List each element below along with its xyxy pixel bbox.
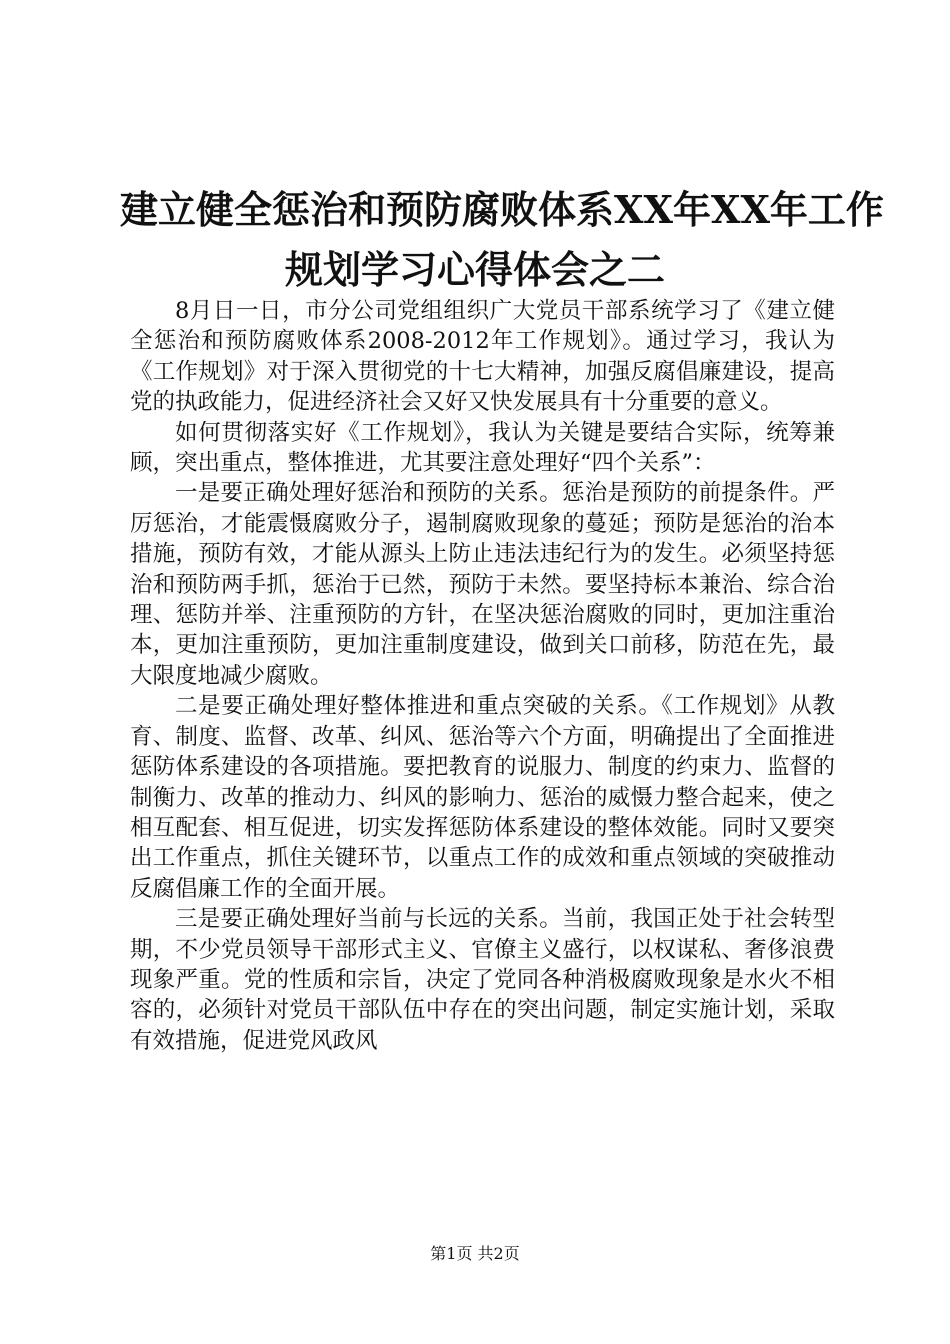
paragraph-four-relations: 如何贯彻落实好《工作规划》，我认为关键是要结合实际，统筹兼顾，突出重点，整体推进，尤其要注意处理好“四个关系”：	[130, 419, 835, 477]
document-title-line-1: 建立健全惩治和预防腐败体系XX年XX年工作	[120, 187, 884, 232]
paragraph-intro: 8月日一日，市分公司党组组织广大党员干部系统学习了《建立健全惩治和预防腐败体系2008-2012年工作规划》。通过学习，我认为《工作规划》对于深入贯彻党的十七大精神，加强反腐倡廉建设，提高党的执政能力，促进经济社会又好又快发展具有十分重要的意义。	[130, 298, 835, 416]
paragraph-relation-two: 二是要正确处理好整体推进和重点突破的关系。《工作规划》从教育、制度、监督、改革、纠风、惩治等六个方面，明确提出了全面推进惩防体系建设的各项措施。要把教育的说服力、制度的约束力、监督的制衡力、改革的推动力、纠风的影响力、惩治的威慑力整合起来，使之相互配套、相互促进，切实发挥惩防体系建设的整体效能。同时又要突出工作重点，抓住关键环节，以重点工作的成效和重点领域的突破推动反腐倡廉工作的全面开展。	[130, 693, 835, 902]
page-number-footer: 第1页 共2页	[430, 1244, 520, 1263]
paragraph-relation-one: 一是要正确处理好惩治和预防的关系。惩治是预防的前提条件。严厉惩治，才能震慑腐败分子，遏制腐败现象的蔓延；预防是惩治的治本措施，预防有效，才能从源头上防止违法违纪行为的发生。必须坚持惩治和预防两手抓，惩治于已然，预防于未然。要坚持标本兼治、综合治理、惩防并举、注重预防的方针，在坚决惩治腐败的同时，更加注重治本，更加注重预防，更加注重制度建设，做到关口前移，防范在先，最大限度地减少腐败。	[130, 480, 835, 689]
document-title-line-2: 规划学习心得体会之二	[284, 247, 665, 292]
paragraph-relation-three: 三是要正确处理好当前与长远的关系。当前，我国正处于社会转型期，不少党员领导干部形式主义、官僚主义盛行，以权谋私、奢侈浪费现象严重。党的性质和宗旨，决定了党同各种消极腐败现象是水火不相容的，必须针对党员干部队伍中存在的突出问题，制定实施计划，采取有效措施，促进党风政风	[130, 906, 835, 1054]
document-body	[130, 296, 835, 1056]
